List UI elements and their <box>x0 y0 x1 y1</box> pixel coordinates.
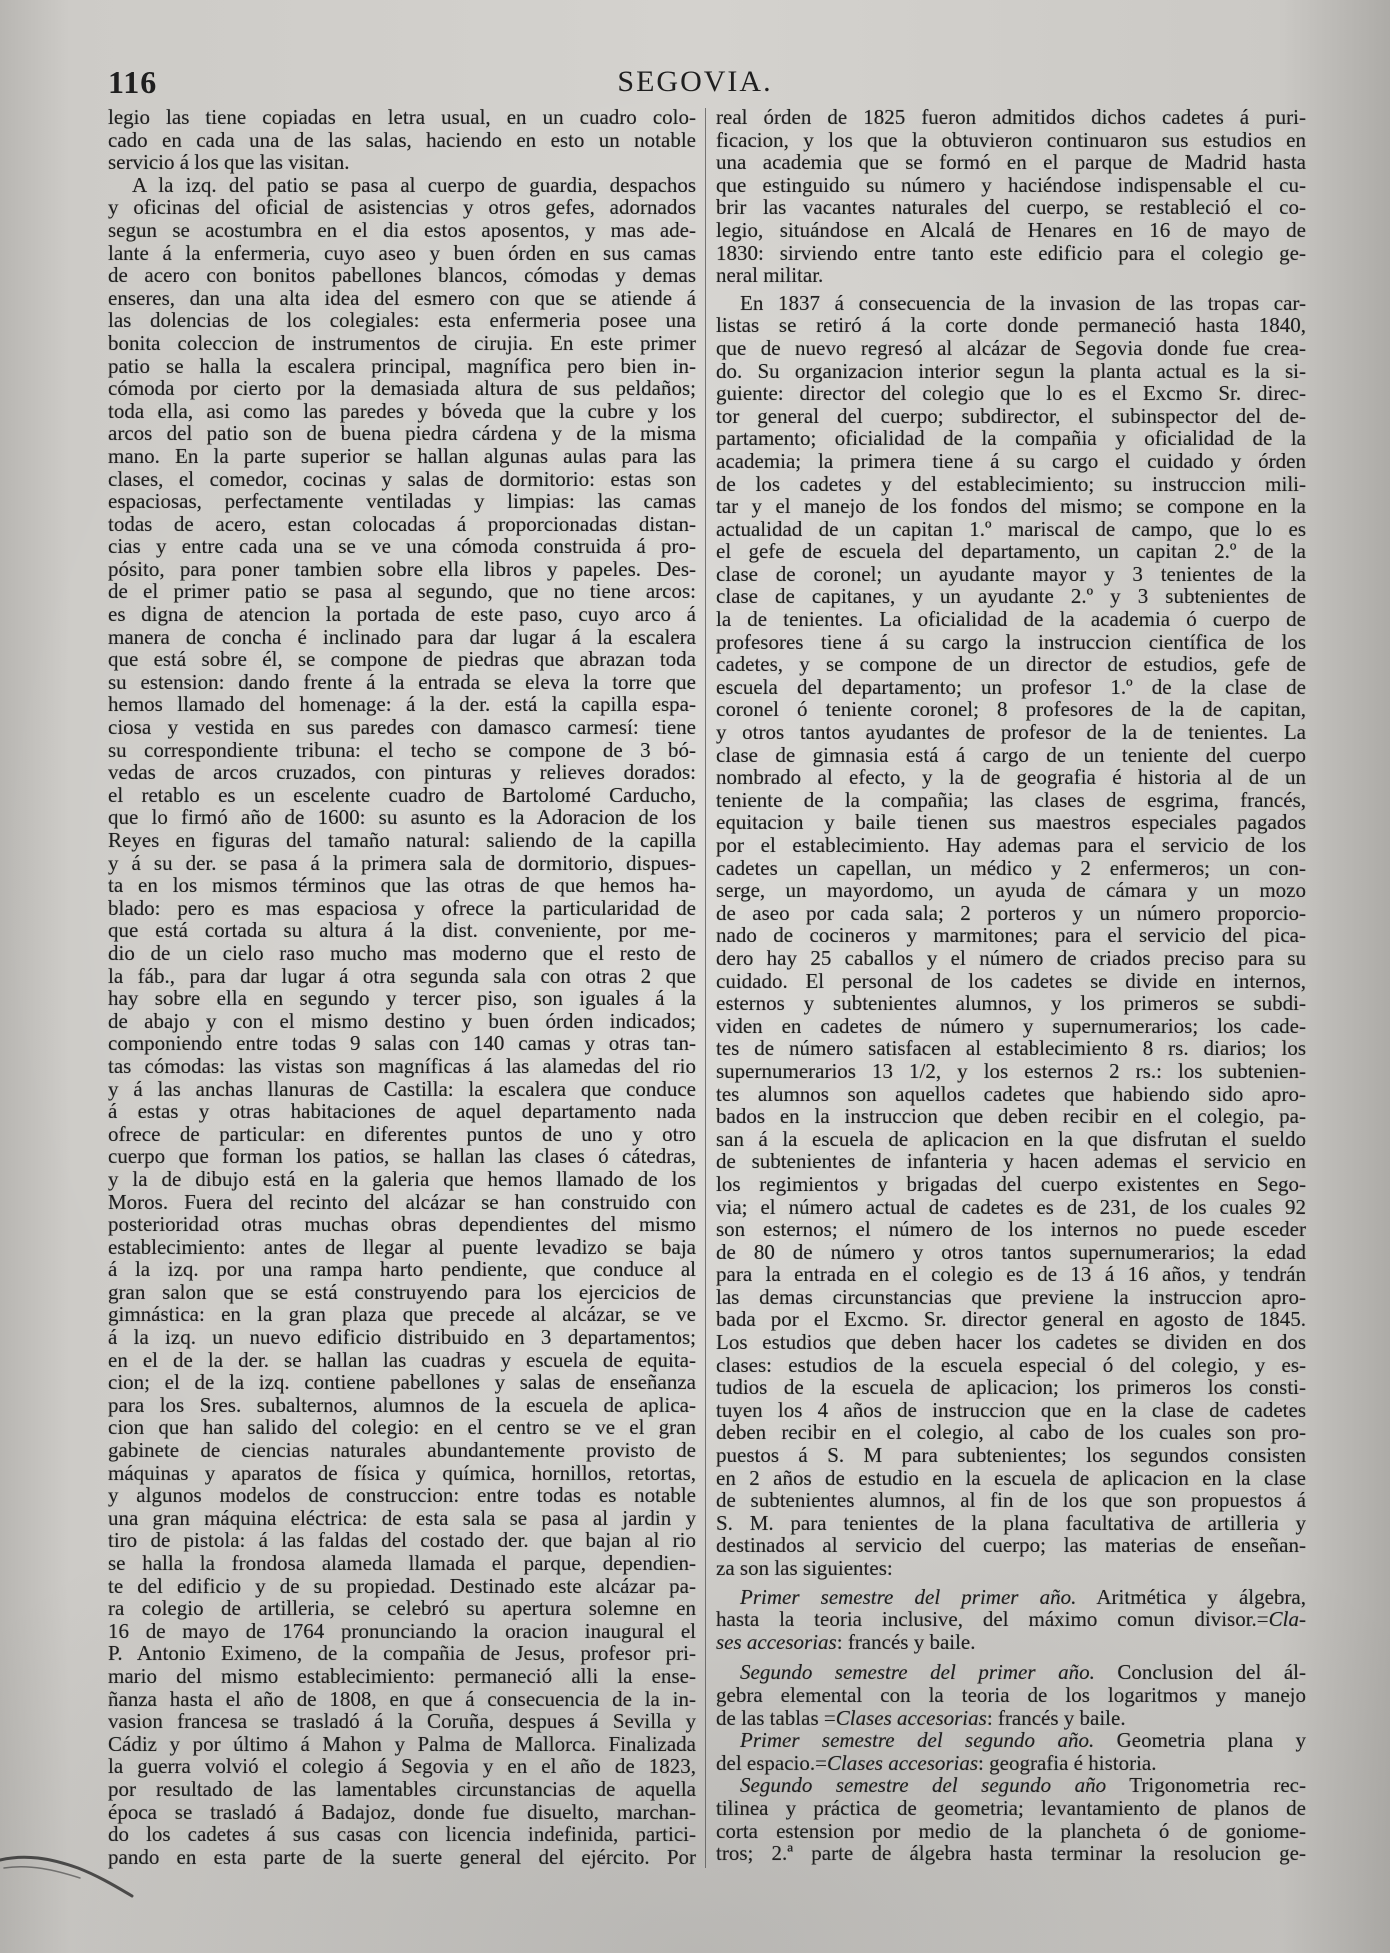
text-line: patio se halla la escalera principal, magnífica pero bien in- <box>108 353 696 378</box>
text-segment: : francés y baile. <box>836 1629 976 1654</box>
text-line: clase de gimnasia está á cargo de un teniente del cuerpo <box>716 742 1306 767</box>
text-line: y á su der. se pasa á la primera sala de dormitorio, dispues- <box>108 850 696 875</box>
text-line: tros; 2.ª parte de álgebra hasta terminar la resolucion ge- <box>716 1841 1306 1866</box>
text-line: que está cortada su altura á la dist. conveniente, por me- <box>108 918 696 943</box>
text-line: te del edificio y de su propiedad. Destinado este alcázar pa- <box>108 1573 696 1598</box>
text-line: bados en la instruccion que deben recibir en el colegio, pa- <box>716 1104 1306 1129</box>
text-line: lante á la enfermeria, cuyo aseo y buen órden en sus camas <box>108 240 696 265</box>
text-line: las demas circunstancias que previene la instruccion apro- <box>716 1284 1306 1309</box>
text-line: teniente de la compañia; las clases de esgrima, francés, <box>716 787 1306 812</box>
text-line: vasion francesa se trasladó á la Coruña, despues á Sevilla y <box>108 1709 696 1734</box>
text-line: y algunos modelos de construccion: entre todas es notable <box>108 1483 696 1508</box>
text-line: listas se retiró á la corte donde permaneció hasta 1840, <box>716 313 1306 338</box>
text-line: son esternos; el número de los internos no puede esceder <box>716 1217 1306 1242</box>
text-line: de los cadetes y del establecimiento; su instruccion mili- <box>716 471 1306 496</box>
text-line <box>716 1631 1306 1654</box>
text-line: actualidad de un capitan 1.º mariscal de campo, que lo es <box>716 516 1306 541</box>
text-line: la fáb., para dar lugar á otra segunda sala con otras 2 que <box>108 963 696 988</box>
text-line: manera de concha é inclinado para dar lugar á la escalera <box>108 624 696 649</box>
text-line: hemos llamado del homenage: á la der. está la capilla espa- <box>108 692 696 717</box>
running-head: SEGOVIA. <box>617 65 773 98</box>
text-line: cion; el de la izq. contiene pabellones y salas de enseñanza <box>108 1370 696 1395</box>
paragraph <box>108 106 696 174</box>
text-line: se halla la frondosa alameda llamada el parque, dependien- <box>108 1551 696 1575</box>
text-line: tes alumnos son aquellos cadetes que habiendo sido apro- <box>716 1081 1306 1106</box>
text-line: que está sobre él, se compone de piedras que abrazan toda <box>108 647 696 672</box>
page-number: 116 <box>108 64 158 100</box>
text-line: por el establecimiento. Hay ademas para el servicio de los <box>716 833 1306 857</box>
text-line: ficacion, y los que la obtuvieron continuaron sus estudios en <box>716 127 1306 152</box>
text-line: ñanza hasta el año de 1808, en que á consecuencia de la in- <box>108 1686 696 1711</box>
text-line: escuela del departamento; un profesor 1.º de la clase de <box>716 674 1306 699</box>
text-segment: : geografia é historia. <box>978 1750 1157 1775</box>
text-line: serge, un mayordomo, un ayuda de cámara y un mozo <box>716 878 1306 903</box>
text-line: deben recibir en el colegio, al cabo de los cuales son pro- <box>716 1420 1306 1445</box>
text-line: academia; la primera tiene á su cargo el cuidado y órden <box>716 448 1306 473</box>
text-line: cuerpo que forman los patios, se hallan las clases ó cátedras, <box>108 1144 696 1169</box>
text-line: cuidado. El personal de los cadetes se divide en internos, <box>716 968 1306 993</box>
text-line <box>716 1729 1306 1752</box>
text-line: ta en los mismos términos que las otras de que hemos ha- <box>108 873 696 898</box>
text-line: tilinea y práctica de geometria; levantamiento de planos de <box>716 1795 1306 1820</box>
text-line: de abajo y con el mismo destino y buen órden indicados; <box>108 1008 696 1033</box>
paragraph <box>716 1729 1306 1774</box>
text-line: cado en cada una de las salas, haciendo en esto un notable <box>108 127 696 152</box>
text-line: blado: pero es mas espaciosa y ofrece la particularidad de <box>108 895 696 920</box>
text-line: ofrece de particular: en diferentes puntos de uno y otro <box>108 1121 696 1146</box>
text-line: mano. En la parte superior se hallan algunas aulas para las <box>108 443 696 468</box>
text-line <box>716 1661 1306 1684</box>
text-line: pando en esta parte de la suerte general del ejército. Por <box>108 1844 696 1869</box>
text-line: 1830: sirviendo entre tanto este edificio para el colegio ge- <box>716 240 1306 265</box>
text-line: de 80 de número y otros tantos supernumerarios; la edad <box>716 1239 1306 1264</box>
text-line: cias y entre cada una se ve una cómoda construida á pro- <box>108 534 696 559</box>
italic-text: Segundo semestre del primer año. <box>740 1660 1095 1685</box>
text-line: cadetes, y se compone de un director de estudios, gefe de <box>716 652 1306 677</box>
text-line: bada por el Excmo. Sr. director general en agosto de 1845. <box>716 1307 1306 1332</box>
italic-text: Primer semestre del primer año. <box>740 1584 1077 1609</box>
text-line: mario del mismo establecimiento: permaneció alli la ense- <box>108 1663 696 1688</box>
text-line: y otros tantos ayudantes de profesor de la de tenientes. La <box>716 720 1306 745</box>
text-line: Reyes en figuras del tamaño natural: saliendo de la capilla <box>108 828 696 852</box>
text-line: que estinguido su número y haciéndose indispensable el cu- <box>716 172 1306 197</box>
italic-text: ses accesorias <box>716 1629 837 1654</box>
text-line: gimnástica: en la gran plaza que precede al alcázar, se ve <box>108 1302 696 1327</box>
text-line: la guerra volvió el colegio á Segovia y en el año de 1823, <box>108 1754 696 1779</box>
text-line: clases, el comedor, cocinas y salas de dormitorio: estas son <box>108 466 696 491</box>
text-line: máquinas y aparatos de física y química, hornillos, retortas, <box>108 1460 696 1485</box>
text-line: 16 de mayo de 1764 pronunciando la oracion inaugural el <box>108 1618 696 1643</box>
text-line: gabinete de ciencias naturales abundantemente provisto de <box>108 1438 696 1463</box>
paragraph <box>716 292 1306 1580</box>
text-line: establecimiento: antes de llegar al puente levadizo se baja <box>108 1234 696 1259</box>
text-line: tor general del cuerpo; subdirector, el subinspector del de- <box>716 403 1306 428</box>
ink-smudge <box>0 1840 140 1910</box>
text-line: legio las tiene copiadas en letra usual, en un cuadro colo- <box>108 105 696 129</box>
paragraph <box>108 174 696 1869</box>
column-rule <box>705 108 706 1868</box>
text-line: de acero con bonitos pabellones blancos, cómodas y demas <box>108 263 696 288</box>
text-line: y á las anchas llanuras de Castilla: la escalera que conduce <box>108 1076 696 1101</box>
text-line: tas cómodas: las vistas son magníficas á las alamedas del rio <box>108 1053 696 1078</box>
text-line: ra colegio de artilleria, se celebró su apertura solemne en <box>108 1596 696 1621</box>
text-line <box>716 1707 1306 1730</box>
text-line: corta estension por medio de la plancheta ó de goniome- <box>716 1818 1306 1843</box>
text-line: es digna de atencion la portada de este paso, cuyo arco á <box>108 602 696 627</box>
right-column <box>716 106 1306 1865</box>
text-line: el retablo es un escelente cuadro de Bartolomé Carducho, <box>108 782 696 807</box>
text-line: guiente: director del colegio que lo es el Excmo Sr. direc- <box>716 381 1306 406</box>
text-line <box>716 1586 1306 1609</box>
text-line: por resultado de las lamentables circunstancias de aquella <box>108 1776 696 1801</box>
text-line: za son las siguientes: <box>716 1556 893 1580</box>
text-line: la de tenientes. La oficialidad de la academia ó cuerpo de <box>716 607 1306 632</box>
text-line: supernumerarios 13 1/2, y los esternos 2 rs.: los subtenien- <box>716 1058 1306 1083</box>
text-segment: Geometria plana y <box>1094 1728 1307 1753</box>
text-line: cómoda por cierto por la demasiada altura de sus peldaños; <box>108 376 696 401</box>
text-line: puestos á S. M para subtenientes; los segundos consisten <box>716 1443 1306 1468</box>
text-line: tes de número satisfacen al establecimiento 8 rs. diarios; los <box>716 1036 1306 1061</box>
text-line <box>716 1608 1306 1631</box>
text-segment: hasta la teoria inclusive, del máximo comun divisor.= <box>716 1607 1269 1632</box>
text-line: cion que han salido del colegio: en el centro se ve el gran <box>108 1415 696 1440</box>
text-line: nado de cocineros y marmitones; para el servicio del pica- <box>716 923 1306 948</box>
text-line: esternos y subtenientes alumnos, y los primeros se subdi- <box>716 991 1306 1016</box>
text-line: para la entrada en el colegio es de 13 á 16 años, y tendrán <box>716 1262 1306 1287</box>
text-line: una gran máquina eléctrica: de esta sala se pasa al jardin y <box>108 1505 696 1530</box>
text-line: arcos del patio son de buena piedra cárdena y de la misma <box>108 421 696 446</box>
text-line: clases: estudios de la escuela especial ó del colegio, y es- <box>716 1352 1306 1377</box>
text-line: dero hay 25 caballos y el número de criados preciso para su <box>716 945 1306 970</box>
text-line: de aseo por cada sala; 2 porteros y un número proporcio- <box>716 900 1306 925</box>
text-line: do. Su organizacion interior segun la planta actual es la si- <box>716 358 1306 383</box>
text-line <box>716 1774 1306 1797</box>
text-line: á estas y otras habitaciones de aquel departamento nada <box>108 1099 696 1124</box>
italic-text: Cla- <box>1268 1607 1306 1632</box>
text-line: una academia que se formó en el parque de Madrid hasta <box>716 150 1306 175</box>
text-line: legio, situándose en Alcalá de Henares en 16 de mayo de <box>716 217 1306 242</box>
italic-text: Clases accesorias <box>826 1750 979 1775</box>
text-segment: Trigonometria rec- <box>1106 1773 1306 1798</box>
left-column <box>108 106 696 1868</box>
text-line: hay sobre ella en segundo y tercer piso, son iguales á la <box>108 986 696 1011</box>
text-line: real órden de 1825 fueron admitidos dichos cadetes á puri- <box>716 105 1306 129</box>
text-line: á la izq. por una rampa harto pendiente, que conduce al <box>108 1257 696 1282</box>
text-line: los regimientos y brigadas del cuerpo existentes en Sego- <box>716 1171 1306 1196</box>
text-line: el gefe de escuela del departamento, un capitan 2.º de la <box>716 539 1306 564</box>
text-line: su estension: dando frente á la entrada se eleva la torre que <box>108 669 696 694</box>
text-line: época se trasladó á Badajoz, donde fue disuelto, marchan- <box>108 1799 696 1824</box>
italic-text: Clases accesorias <box>835 1705 987 1730</box>
text-line: componiendo entre todas 9 salas con 140 camas y otras tan- <box>108 1031 696 1056</box>
text-line: Moros. Fuera del recinto del alcázar se han construido con <box>108 1189 696 1214</box>
text-line: clase de coronel; un ayudante mayor y 3 tenientes de la <box>716 561 1306 586</box>
text-segment: : francés y baile. <box>986 1705 1126 1730</box>
text-line: que lo firmó año de 1600: su asunto es la Adoracion de los <box>108 805 696 830</box>
text-line: las dolencias de los colegiales: esta enfermeria posee una <box>108 308 696 333</box>
text-line <box>716 1752 1306 1775</box>
text-line: neral militar. <box>716 263 824 288</box>
text-line: en 2 años de estudio en la escuela de aplicacion en la clase <box>716 1465 1306 1490</box>
text-line: do los cadetes á sus casas con licencia indefinida, partici- <box>108 1822 696 1847</box>
text-line: á la izq. un nuevo edificio distribuido en 3 departamentos; <box>108 1325 696 1350</box>
text-segment: de las tablas = <box>716 1705 836 1730</box>
text-line: pósito, para poner tambien sobre ella libros y papeles. Des- <box>108 556 696 581</box>
text-line: equitacion y baile tienen sus maestros especiales pagados <box>716 810 1306 835</box>
text-line: viden en cadetes de número y supernumerarios; los cade- <box>716 1013 1306 1038</box>
text-line: su correspondiente tribuna: el techo se compone de 3 bó- <box>108 737 696 762</box>
text-line: A la izq. del patio se pasa al cuerpo de guardia, despachos <box>132 172 696 197</box>
text-line: todas de acero, estan colocadas á proporcionadas distan- <box>108 511 696 536</box>
paragraph <box>716 1586 1306 1654</box>
text-line: Cádiz y por último á Mahon y Palma de Mallorca. Finalizada <box>108 1731 696 1756</box>
text-segment: del espacio.= <box>716 1750 827 1775</box>
text-line: de subtenientes de infanteria y hacen ademas el servicio en <box>716 1149 1306 1174</box>
text-line: via; el número actual de cadetes es de 231, de los cuales 92 <box>716 1194 1306 1219</box>
paragraph <box>716 106 1306 287</box>
text-line: que de nuevo regresó al alcázar de Segovia donde fue crea- <box>716 335 1306 360</box>
text-line: gran salon que se está construyendo para los ejercicios de <box>108 1279 696 1304</box>
text-line: ciosa y vestida en sus paredes con damasco carmesí: tiene <box>108 715 696 740</box>
text-line: nombrado al efecto, y la de geografia é historia al de un <box>716 765 1306 790</box>
text-segment: Conclusion del ál- <box>1094 1660 1306 1685</box>
text-line: de subtenientes alumnos, al fin de los que son propuestos á <box>716 1488 1306 1513</box>
text-line: enseres, dan una alta idea del esmero con que se atiende á <box>108 285 696 310</box>
text-line: partamento; oficialidad de la compañia y oficialidad de la <box>716 426 1306 451</box>
text-line: profesores tiene á su cargo la instruccion científica de los <box>716 629 1306 654</box>
text-line: tar y el manejo de los fondos del mismo; se compone en la <box>716 494 1306 519</box>
text-line: tuyen los 4 años de instruccion que en la clase de cadetes <box>716 1397 1306 1422</box>
text-line: vedas de arcos cruzados, con pinturas y relieves dorados: <box>108 760 696 785</box>
text-line: y la de dibujo está en la galeria que hemos llamado de los <box>108 1166 696 1191</box>
text-line: clase de capitanes, y un ayudante 2.º y 3 subtenientes de <box>716 584 1306 609</box>
text-line: gebra elemental con la teoria de los logaritmos y manejo <box>716 1682 1306 1707</box>
text-line: para los Sres. subalternos, alumnos de la escuela de aplica- <box>108 1392 696 1417</box>
text-line: toda ella, asi como las paredes y bóveda que la cubre y los <box>108 398 696 423</box>
text-line: espaciosas, perfectamente ventiladas y limpias: las camas <box>108 489 696 514</box>
text-line: P. Antonio Eximeno, de la compañia de Jesus, profesor pri- <box>108 1641 696 1666</box>
text-line: san á la escuela de aplicacion en la que disfrutan el sueldo <box>716 1126 1306 1151</box>
text-line: destinados al servicio del cuerpo; las materias de enseñan- <box>716 1533 1306 1558</box>
text-line: Los estudios que deben hacer los cadetes se dividen en dos <box>716 1330 1306 1355</box>
italic-text: Segundo semestre del segundo año <box>740 1773 1107 1798</box>
paragraph <box>716 1774 1306 1864</box>
text-line: de el primer patio se pasa al segundo, que no tiene arcos: <box>108 579 696 604</box>
text-line: tiro de pistola: á las faldas del costado der. que bajan al rio <box>108 1528 696 1553</box>
text-line: En 1837 á consecuencia de la invasion de las tropas car- <box>740 290 1306 315</box>
text-line: servicio á los que las visitan. <box>108 150 350 175</box>
text-line: S. M. para tenientes de la plana facultativa de artilleria y <box>716 1510 1306 1535</box>
text-segment: Aritmética y álgebra, <box>1076 1584 1306 1609</box>
text-line: dio de un cielo raso mucho mas moderno que el resto de <box>108 940 696 965</box>
text-line: en el de la der. se hallan las cuadras y escuela de equita- <box>108 1347 696 1372</box>
text-line: tudios de la escuela de aplicacion; los primeros los consti- <box>716 1375 1306 1400</box>
text-line: brir las vacantes naturales del cuerpo, se restableció el co- <box>716 195 1306 220</box>
text-line: y oficinas del oficial de asistencias y otros gefes, adornados <box>108 195 696 220</box>
paragraph <box>716 1661 1306 1729</box>
text-line: segun se acostumbra en el dia estos aposentos, y mas ade- <box>108 217 696 242</box>
text-line: bonita coleccion de instrumentos de cirujia. En este primer <box>108 330 696 355</box>
text-line: coronel ó teniente coronel; 8 profesores de la de capitan, <box>716 697 1306 722</box>
italic-text: Primer semestre del segundo año. <box>740 1728 1095 1753</box>
text-line: posterioridad otras muchas obras dependientes del mismo <box>108 1212 696 1237</box>
text-line: cadetes un capellan, un médico y 2 enfermeros; un con- <box>716 855 1306 880</box>
